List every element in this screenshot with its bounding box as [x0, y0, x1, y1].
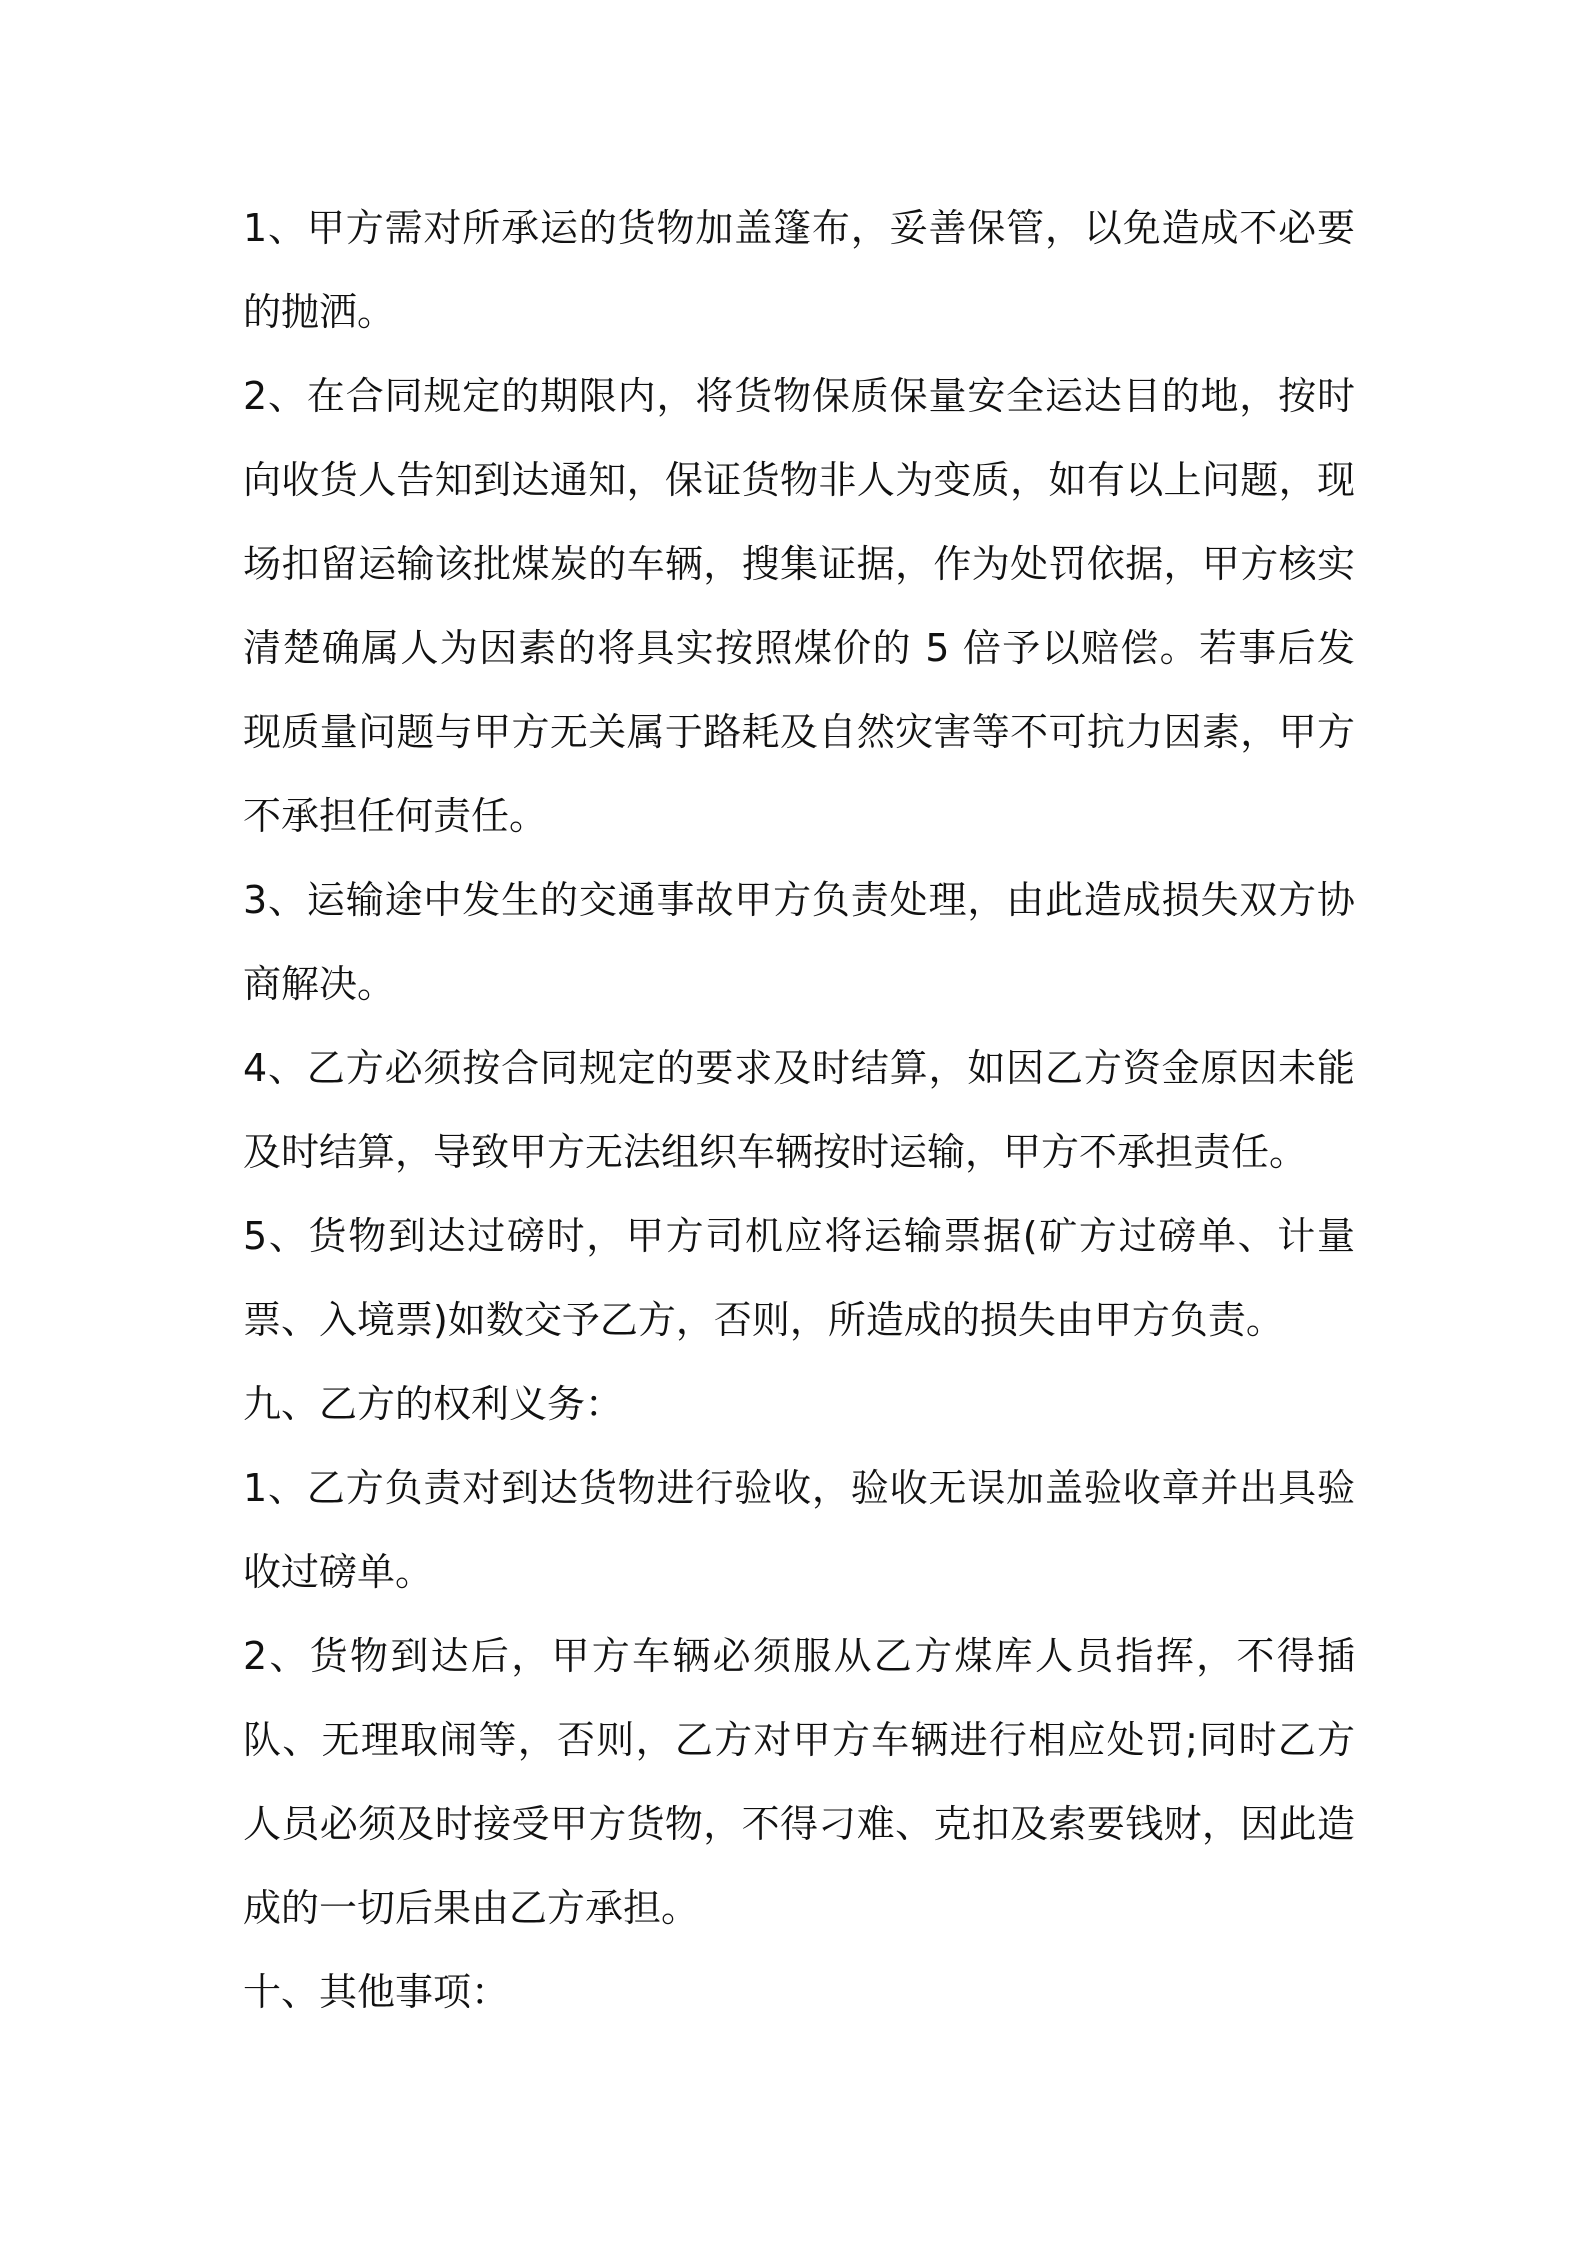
section-9-heading: 九、乙方的权利义务：	[243, 1382, 624, 1426]
document-page	[243, 186, 1355, 2034]
clause-8-item-2: 2、在合同规定的期限内，将货物保质保量安全运达目的地，按时向收货人告知到达通知，保证货物非人为变质，如有以上问题，现场扣留运输该批煤炭的车辆，搜集证据，作为处罚依据，甲方核实清楚确属人为因素的将具实按照煤价的 5 倍予以赔偿。若事后发现质量问题与甲方无关属于路耗及自然灾害等不可抗力因素，甲方不承担任何责任。	[243, 374, 1355, 838]
clause-9-item-1: 1、乙方负责对到达货物进行验收，验收无误加盖验收章并出具验收过磅单。	[243, 1466, 1355, 1594]
clause-8-item-4: 4、乙方必须按合同规定的要求及时结算，如因乙方资金原因未能及时结算，导致甲方无法组织车辆按时运输，甲方不承担责任。	[243, 1046, 1355, 1174]
clause-8-item-5: 5、货物到达过磅时，甲方司机应将运输票据(矿方过磅单、计量票、入境票)如数交予乙方，否则，所造成的损失由甲方负责。	[243, 1214, 1355, 1342]
clause-8-item-1: 1、甲方需对所承运的货物加盖篷布，妥善保管，以免造成不必要的抛洒。	[243, 206, 1355, 334]
clause-8-item-3: 3、运输途中发生的交通事故甲方负责处理，由此造成损失双方协商解决。	[243, 878, 1355, 1006]
clause-9-item-2: 2、货物到达后，甲方车辆必须服从乙方煤库人员指挥，不得插队、无理取闹等，否则，乙方对甲方车辆进行相应处罚;同时乙方人员必须及时接受甲方货物，不得刁难、克扣及索要钱财，因此造成的一切后果由乙方承担。	[243, 1634, 1355, 1930]
section-10-heading: 十、其他事项：	[243, 1970, 510, 2014]
